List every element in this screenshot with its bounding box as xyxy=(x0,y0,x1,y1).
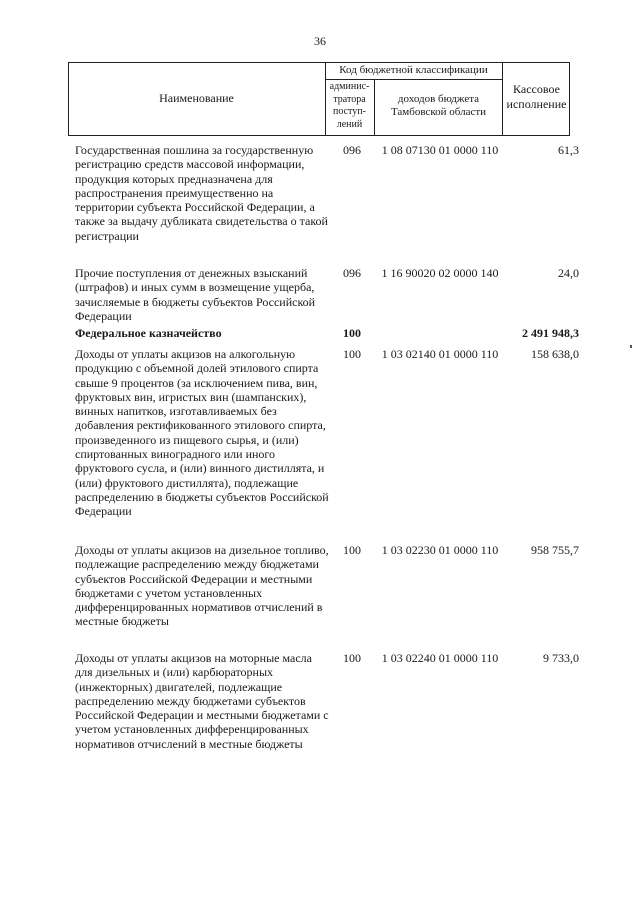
row-admin-code: 100 xyxy=(343,347,361,361)
row-budget-code: 1 16 90020 02 0000 140 xyxy=(381,266,499,280)
header-name: Наименование xyxy=(159,91,234,105)
header-budget-classification: Код бюджетной классификации xyxy=(339,64,488,76)
section-amount: 2 491 948,3 xyxy=(522,326,579,340)
header-revenues: доходов бюджета Тамбовской области xyxy=(390,93,487,118)
page-number: 36 xyxy=(314,34,326,48)
row-name: Прочие поступления от денежных взысканий (штрафов) и иных сумм в возмещение ущерба, зачисляемые в бюджеты субъектов Российской Федерации xyxy=(75,266,316,323)
section-name: Федеральное казначейство xyxy=(75,326,222,340)
row-name: Государственная пошлина за государственную регистрацию средств массовой информации, продукция которых предназначена для распространения преимущественно на территории субъекта Российской Федерации, а также за выдачу дубликата свидетельства о такой регистрации xyxy=(75,143,328,243)
row-name: Доходы от уплаты акцизов на дизельное топливо, подлежащие распределению между бюджетами субъектов Российской Федерации и местными бюджетами с учетом установленных дифференцированных нормативов отчислений в местные бюджеты xyxy=(75,543,329,629)
row-budget-code: 1 03 02230 01 0000 110 xyxy=(381,543,499,557)
row-admin-code: 100 xyxy=(343,651,361,665)
row-admin-code: 100 xyxy=(343,543,361,557)
header-cash-execution: Кассовое исполнение xyxy=(506,82,567,111)
row-amount: 958 755,7 xyxy=(531,543,579,557)
table-header xyxy=(68,62,570,136)
row-amount: 61,3 xyxy=(558,143,579,157)
row-budget-code: 1 08 07130 01 0000 110 xyxy=(381,143,499,157)
row-amount: 9 733,0 xyxy=(543,651,579,665)
row-amount: 158 638,0 xyxy=(531,347,579,361)
row-admin-code: 096 xyxy=(343,266,361,280)
row-admin-code: 096 xyxy=(343,143,361,157)
header-administrator: админис- тратора поступ- лений xyxy=(329,81,370,130)
row-name: Доходы от уплаты акцизов на алкогольную продукцию с объемной долей этилового спирта свыше 9 процентов (за исключением пива, вин, фруктовых вин, игристых вин (шампанских), винных напитков, изготавливаемых без добавления ректификованного этилового спирта, произведенного из пищевого сырья, и (или) спиртованных виноградного или иного фруктового сусла, и (или) винного дистиллята, и (или) фруктового дистиллята), подлежащие распределению в бюджеты субъектов Российской Федерации xyxy=(75,347,329,519)
row-amount: 24,0 xyxy=(558,266,579,280)
scan-mark xyxy=(630,345,632,348)
row-budget-code: 1 03 02140 01 0000 110 xyxy=(381,347,499,361)
row-budget-code: 1 03 02240 01 0000 110 xyxy=(381,651,499,665)
section-admin-code: 100 xyxy=(343,326,361,340)
row-name: Доходы от уплаты акцизов на моторные масла для дизельных и (или) карбюраторных (инжекторных) двигателей, подлежащие распределению между бюджетами субъектов Российской Федерации и местными бюджетами с учетом установленных дифференцированных нормативов отчислений в местные бюджеты xyxy=(75,651,329,751)
